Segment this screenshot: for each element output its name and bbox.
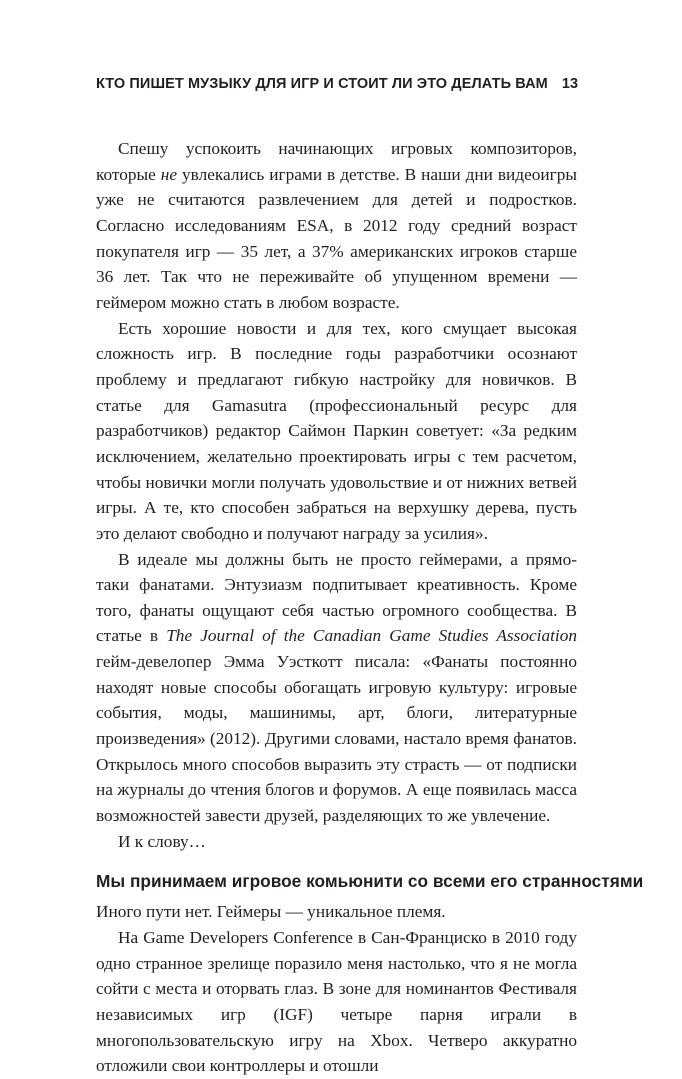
journal-title: The Journal of the Canadian Game Studies Association xyxy=(166,626,578,646)
paragraph-3-text-a: В идеале мы должны быть не просто геймерами, а прямо-таки фанатами. Энтузиазм подпитывает креативность. Кроме того, фанаты ощущают себя частью огромного сообщества. В статье в xyxy=(96,549,577,646)
body-text xyxy=(96,136,644,1079)
paragraph-4: И к слову… xyxy=(118,831,206,851)
paragraph-3-text-b: гейм-девелопер Эмма Уэсткотт писала: «Фанаты постоянно находят новые способы обогащать игровую культуру: игровые события, моды, машинимы, арт, блоги, литературные произведения» (2012). Другими словами, настало время фанатов. Открылось много способов выразить эту страсть — от подписки на журналы до чтения блогов и форумов. А еще появилась масса возможностей завести друзей, разделяющих то же увлечение. xyxy=(96,652,577,826)
section-heading: Мы принимаем игровое комьюнити со всеми его странностями xyxy=(96,871,644,892)
paragraph-6: На Game Developers Conference в Сан-Франциско в 2010 году одно странное зрелище поразило меня настолько, что я не могла сойти с места и оторвать глаз. В зоне для номинантов Фестиваля независимых игр (IGF) четыре парня играли в многопользовательскую игру на Xbox. Четверо аккуратно отложили свои контроллеры и отошли xyxy=(96,928,577,1076)
paragraph-1-text-b: увлекались играми в детстве. В наши дни видеоигры уже не считаются развлечением для детей и подростков. Согласно исследованиям ESA, в 2012 году средний возраст покупателя игр — 35 лет, а 37% американских игроков старше 36 лет. Так что не переживайте об упущенном времени — геймером можно стать в любом возрасте. xyxy=(96,164,577,312)
paragraph-5: Иного пути нет. Геймеры — уникальное племя. xyxy=(96,902,446,922)
paragraph-1 xyxy=(96,136,577,316)
page-number: 13 xyxy=(561,76,579,92)
paragraph-3 xyxy=(96,547,577,829)
paragraph-2: Есть хорошие новости и для тех, кого смущает высокая сложность игр. В последние годы разработчики осознают проблему и предлагают гибкую настройку для новичков. В статье для Gamasutra (профессиональный ресурс для разработчиков) редактор Саймон Паркин советует: «За редким исключением, желательно проектировать игры с тем расчетом, чтобы новички могли получать удовольствие и от нижних ветвей игры. А те, кто способен забраться на верхушку дерева, пусть это делают свободно и получают награду за усилия». xyxy=(96,318,577,543)
running-header xyxy=(96,76,577,92)
paragraph-1-text-a: Спешу успокоить начинающих игровых композиторов, которые xyxy=(96,139,577,184)
paragraph-1-emphasis: не xyxy=(160,164,178,184)
running-header-title: КТО ПИШЕТ МУЗЫКУ ДЛЯ ИГР И СТОИТ ЛИ ЭТО ДЕЛАТЬ ВАМ xyxy=(96,76,548,92)
